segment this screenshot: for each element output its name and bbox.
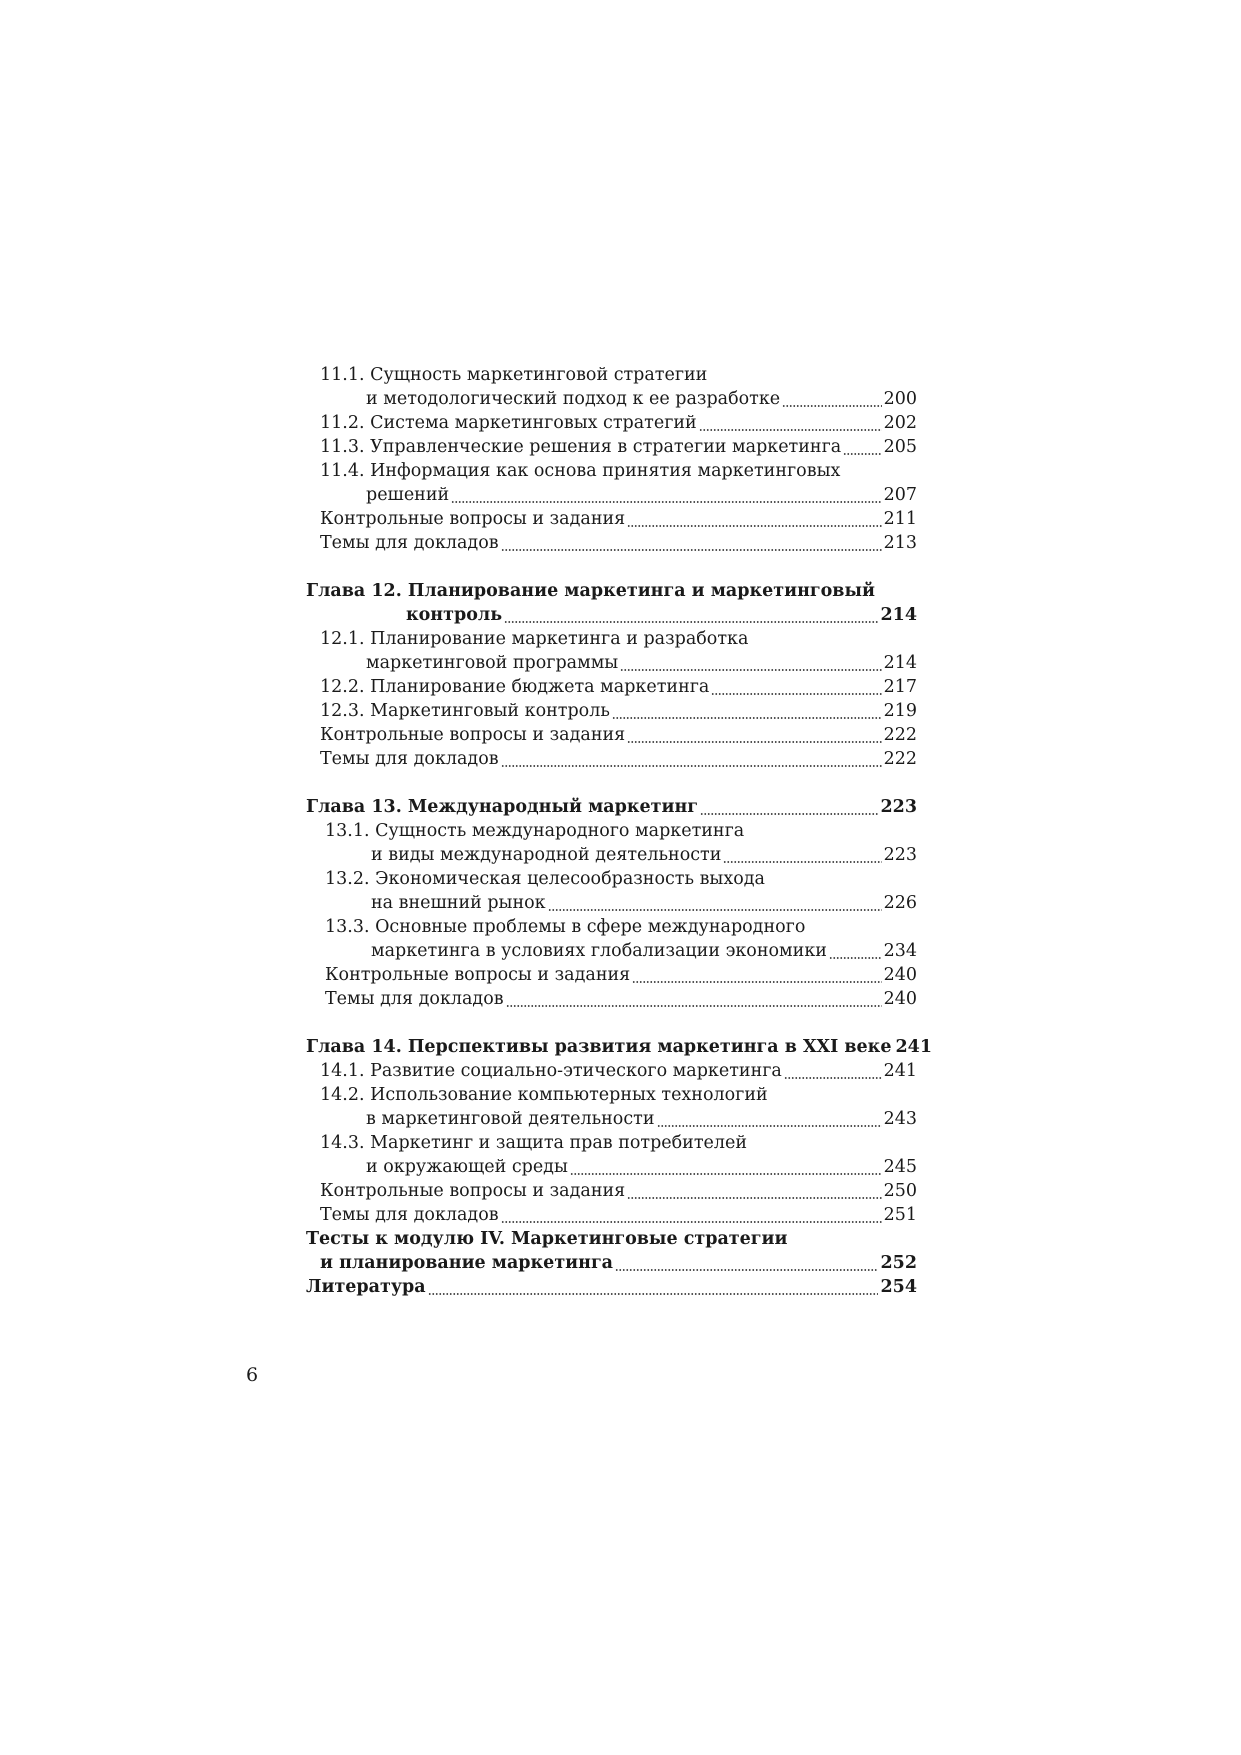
toc-entry-title: и виды международной деятельности	[371, 845, 722, 865]
toc-line	[306, 1179, 917, 1203]
dot-leader	[501, 1203, 882, 1227]
toc-entry-title: 14.1. Развитие социально-этического маркетинга	[320, 1061, 782, 1081]
toc-line	[306, 459, 917, 483]
dot-leader	[506, 987, 882, 1011]
dot-leader	[501, 747, 882, 771]
toc-entry-section[interactable]	[306, 1131, 917, 1179]
toc-entry-title: Тесты к модулю IV. Маркетинговые стратегии	[306, 1229, 788, 1249]
toc-entry-aux[interactable]	[306, 963, 917, 987]
toc-group	[306, 579, 917, 771]
dot-leader	[627, 723, 881, 747]
toc-line	[306, 411, 917, 435]
toc-entry-chapter[interactable]	[306, 795, 917, 819]
toc-line	[306, 507, 917, 531]
toc-entry-title: и окружающей среды	[366, 1157, 568, 1177]
toc-page-number: 241	[895, 1037, 932, 1057]
page-number: 6	[246, 1364, 259, 1386]
toc-entry-chapter[interactable]	[306, 579, 917, 627]
toc-line	[306, 651, 917, 675]
toc-entry-title: маркетинговой программы	[366, 653, 619, 673]
toc-entry-title: 14.2. Использование компьютерных технологий	[320, 1085, 768, 1105]
toc-entry-title: 12.3. Маркетинговый контроль	[320, 701, 610, 721]
toc-entry-title: Глава 12. Планирование маркетинга и маркетинговый	[306, 581, 875, 601]
dot-leader	[657, 1107, 882, 1131]
toc-entry-section[interactable]	[306, 1083, 917, 1131]
toc-line	[306, 1203, 917, 1227]
toc-entry-title: Контрольные вопросы и задания	[325, 965, 631, 985]
toc-group	[306, 1035, 932, 1299]
toc-page-number: 250	[883, 1181, 917, 1201]
toc-entry-title: 11.1. Сущность маркетинговой стратегии	[320, 365, 708, 385]
toc-page-number: 252	[880, 1253, 917, 1273]
toc-group	[306, 363, 917, 555]
toc-line	[306, 915, 917, 939]
toc-entry-aux[interactable]	[306, 507, 917, 531]
toc-entry-section[interactable]	[306, 867, 917, 915]
toc-group	[306, 795, 917, 1011]
toc-entry-title: контроль	[406, 605, 503, 625]
toc-entry-title: Глава 13. Международный маркетинг	[306, 797, 698, 817]
dot-leader	[620, 651, 881, 675]
toc-line	[306, 843, 917, 867]
toc-page-number: 205	[883, 437, 917, 457]
toc-entry-section[interactable]	[306, 627, 917, 675]
toc-page-number: 211	[883, 509, 917, 529]
toc-entry-title: 13.3. Основные проблемы в сфере международного	[325, 917, 806, 937]
toc-line	[306, 1107, 917, 1131]
toc-entry-title: Контрольные вопросы и задания	[320, 725, 626, 745]
toc-entry-title: 11.4. Информация как основа принятия маркетинговых	[320, 461, 841, 481]
toc-entry-section[interactable]	[306, 915, 917, 963]
toc-entry-title: маркетинга в условиях глобализации экономики	[371, 941, 827, 961]
toc-page-number: 243	[883, 1109, 917, 1129]
toc-line	[306, 987, 917, 1011]
toc-entry-aux[interactable]	[306, 747, 917, 771]
toc-page-number: 207	[883, 485, 917, 505]
toc-line	[306, 795, 917, 819]
toc-line	[306, 747, 917, 771]
toc-entry-title: и планирование маркетинга	[320, 1253, 614, 1273]
toc-entry-aux[interactable]	[306, 531, 917, 555]
toc-line	[306, 1155, 917, 1179]
dot-leader	[428, 1275, 879, 1299]
toc-line	[306, 1083, 917, 1107]
toc-page-number: 217	[883, 677, 917, 697]
toc-page-number: 219	[883, 701, 917, 721]
toc-line	[306, 1131, 917, 1155]
toc-page-number: 245	[883, 1157, 917, 1177]
toc-entry-title: 12.2. Планирование бюджета маркетинга	[320, 677, 710, 697]
toc-line	[306, 1227, 917, 1251]
toc-entry-section[interactable]	[306, 459, 917, 507]
dot-leader	[451, 483, 881, 507]
dot-leader	[612, 699, 882, 723]
toc-page-number: 240	[883, 965, 917, 985]
toc-page-number: 213	[883, 533, 917, 553]
toc-line	[306, 675, 917, 699]
toc-entry-chapter[interactable]	[306, 1035, 932, 1059]
toc-page-number: 251	[883, 1205, 917, 1225]
toc-entry-chapter[interactable]	[306, 1275, 917, 1299]
toc-entry-title: решений	[366, 485, 450, 505]
toc-line	[306, 363, 917, 387]
toc-page-number: 200	[883, 389, 917, 409]
dot-leader	[570, 1155, 882, 1179]
toc-entry-title: 13.1. Сущность международного маркетинга	[325, 821, 745, 841]
toc-entry-section[interactable]	[306, 411, 917, 435]
dot-leader	[548, 891, 882, 915]
dot-leader	[504, 603, 878, 627]
dot-leader	[782, 387, 881, 411]
toc-page-number: 241	[883, 1061, 917, 1081]
toc-entry-title: Литература	[306, 1277, 426, 1297]
toc-entry-title: Темы для докладов	[320, 1205, 499, 1225]
toc-entry-section[interactable]	[306, 435, 917, 459]
table-of-contents	[306, 363, 932, 1323]
toc-entry-aux[interactable]	[306, 1179, 917, 1203]
toc-page-number: 223	[880, 797, 917, 817]
toc-line	[306, 627, 917, 651]
toc-entry-section[interactable]	[306, 675, 917, 699]
toc-page-number: 254	[880, 1277, 917, 1297]
dot-leader	[627, 507, 881, 531]
toc-line	[306, 531, 917, 555]
toc-entry-title: Глава 14. Перспективы развития маркетинга в XXI веке	[306, 1037, 892, 1057]
toc-page-number: 222	[883, 749, 917, 769]
toc-entry-section[interactable]	[306, 363, 917, 411]
dot-leader	[784, 1059, 882, 1083]
toc-page-number: 234	[883, 941, 917, 961]
toc-page-number: 214	[883, 653, 917, 673]
toc-entry-section[interactable]	[306, 819, 917, 867]
dot-leader	[829, 939, 882, 963]
toc-line	[306, 723, 917, 747]
toc-line	[306, 1275, 917, 1299]
toc-line	[306, 699, 917, 723]
toc-line	[306, 603, 917, 627]
dot-leader	[615, 1251, 878, 1275]
toc-line	[306, 435, 917, 459]
toc-page-number: 202	[883, 413, 917, 433]
toc-entry-title: Темы для докладов	[320, 533, 499, 553]
toc-line	[306, 1059, 917, 1083]
toc-entry-title: Контрольные вопросы и задания	[320, 509, 626, 529]
toc-line	[306, 819, 917, 843]
toc-entry-title: Контрольные вопросы и задания	[320, 1181, 626, 1201]
toc-entry-title: 11.3. Управленческие решения в стратегии маркетинга	[320, 437, 842, 457]
toc-entry-title: и методологический подход к ее разработке	[366, 389, 781, 409]
toc-line	[306, 1035, 932, 1059]
toc-entry-section[interactable]	[306, 699, 917, 723]
dot-leader	[627, 1179, 881, 1203]
toc-line	[306, 867, 917, 891]
toc-page-number: 240	[883, 989, 917, 1009]
dot-leader	[501, 531, 882, 555]
toc-line	[306, 387, 917, 411]
toc-entry-aux[interactable]	[306, 723, 917, 747]
dot-leader	[711, 675, 881, 699]
dot-leader	[843, 435, 881, 459]
dot-leader	[699, 411, 882, 435]
toc-entry-title: Темы для докладов	[320, 749, 499, 769]
toc-entry-title: Темы для докладов	[325, 989, 504, 1009]
toc-entry-test[interactable]	[306, 1227, 917, 1275]
toc-entry-title: 11.2. Система маркетинговых стратегий	[320, 413, 697, 433]
toc-line	[306, 963, 917, 987]
dot-leader	[632, 963, 881, 987]
toc-entry-aux[interactable]	[306, 987, 917, 1011]
toc-entry-title: 12.1. Планирование маркетинга и разработка	[320, 629, 749, 649]
dot-leader	[700, 795, 878, 819]
toc-entry-title: 14.3. Маркетинг и защита прав потребителей	[320, 1133, 748, 1153]
toc-line	[306, 579, 917, 603]
toc-line	[306, 1251, 917, 1275]
toc-entry-title: 13.2. Экономическая целесообразность выхода	[325, 869, 765, 889]
toc-page-number: 222	[883, 725, 917, 745]
dot-leader	[723, 843, 881, 867]
toc-entry-aux[interactable]	[306, 1203, 917, 1227]
toc-line	[306, 939, 917, 963]
toc-line	[306, 483, 917, 507]
toc-page-number: 214	[880, 605, 917, 625]
toc-page-number: 223	[883, 845, 917, 865]
toc-entry-title: в маркетинговой деятельности	[366, 1109, 655, 1129]
toc-page-number: 226	[883, 893, 917, 913]
toc-entry-section[interactable]	[306, 1059, 917, 1083]
toc-line	[306, 891, 917, 915]
toc-entry-title: на внешний рынок	[371, 893, 546, 913]
